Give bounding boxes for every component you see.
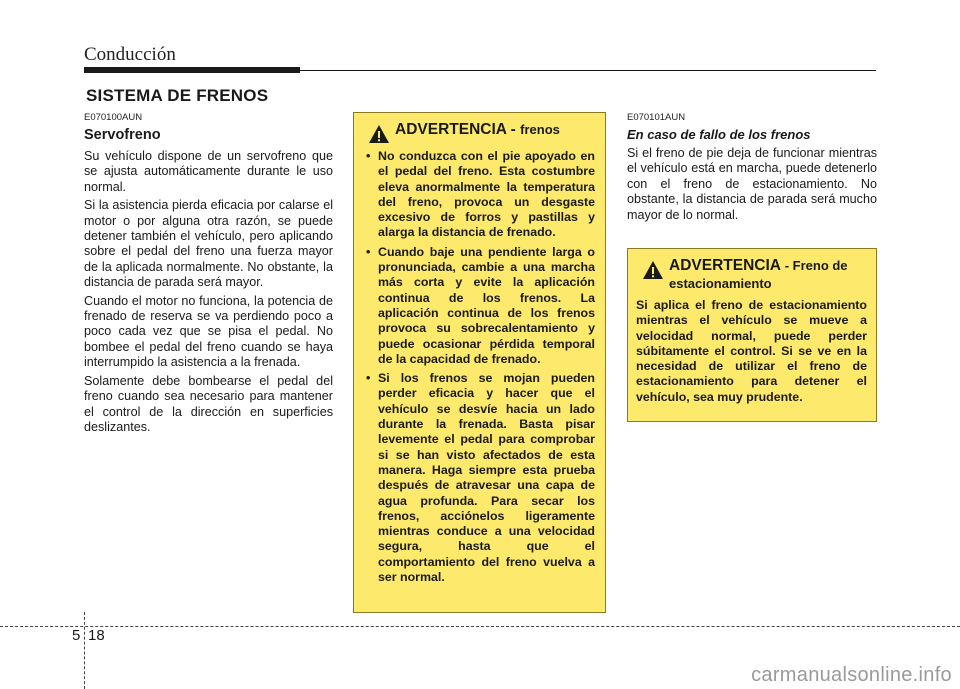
warning-title-sub: frenos [520,122,560,137]
servofreno-heading: Servofreno [84,127,161,143]
warning-box-brakes [353,112,606,613]
warning-title [395,121,560,139]
warning-list [362,149,595,585]
chapter-title: Conducción [84,44,176,65]
watermark: carmanualsonline.info [751,664,952,686]
brake-failure-heading: En caso de fallo de los frenos [627,127,811,142]
warning-item: • No conduzca con el pie apoyado en el pedal del freno. Esta costumbre eleva anormalmente la temperatura del freno, provoca un desgaste excesivo de forros y pastillas y alarga la distancia de frenado. [362,149,595,241]
warning-title-main: ADVERTENCIA [669,257,781,274]
paragraph: Cuando el motor no funciona, la potencia de frenado de reserva se va perdiendo poco a poco cada vez que se pisa el pedal. No bombee el pedal del freno cuando se haya interrumpido la asistencia a la frenada. [84,293,333,370]
section-code: E070100AUN [84,112,143,123]
header-rule [300,70,876,71]
section-title: SISTEMA DE FRENOS [86,86,269,105]
paragraph: Si la asistencia pierda eficacia por calarse el motor o por alguna otra razón, se puede detener también el vehículo, pero aplicando sobre el pedal del freno una fuerza mayor de la aplicada normalmente. No obstante, la distancia de parada será mayor. [84,198,333,290]
warning-title-main: ADVERTENCIA - [395,121,516,138]
page-chapter-number: 5 [72,627,81,644]
paragraph: Si el freno de pie deja de funcionar mientras el vehículo está en marcha, puede detenerlo con el freno de estacionamiento. No obstante, la distancia de parada será mucho mayor de lo normal. [627,146,877,222]
warning-header [636,257,867,293]
warning-title-sub: - Freno de estacionamiento [669,258,848,291]
warning-triangle-icon [642,260,664,280]
warning-title [669,257,867,293]
brake-failure-column [627,112,877,226]
page-number: 18 [88,627,105,644]
servofreno-column [84,112,333,438]
warning-box-parking-brake [627,248,877,422]
warning-item: • Si los frenos se mojan pueden perder eficacia y hacer que el vehículo se desvíe hacia un lado durante la frenada. Basta pisar levemente el pedal para comprobar si se han visto afectados de esta manera. Haga siempre esta prueba después de atravesar una capa de agua profunda. Para secar los frenos, acciónelos ligeramente mientras conduce a una velocidad segura, hasta que el comportamiento del freno vuelva a ser normal. [362,371,595,585]
warning-triangle-icon [368,124,390,144]
section-code: E070101AUN [627,112,686,123]
paragraph: Su vehículo dispone de un servofreno que se ajusta automáticamente durante le uso normal. [84,149,333,194]
header-bar [84,67,300,73]
warning-text: Si aplica el freno de estacionamiento mientras el vehículo se mueve a velocidad normal, puede perder súbitamente el control. Si se ve en la necesidad de utilizar el freno de estacionamiento para detener el vehículo, sea muy prudente. [636,298,867,404]
warning-header [362,121,595,144]
warning-item: • Cuando baje una pendiente larga o pronunciada, cambie a una marcha más corta y evite la aplicación continua de los frenos. La aplicación continua de los frenos provoca su sobrecalentamiento y puede ocasionar pérdida temporal de la capacidad de frenado. [362,245,595,367]
footer-divider [84,612,85,689]
paragraph: Solamente debe bombearse el pedal del freno cuando sea necesario para mantener el control de la dirección en superficies deslizantes. [84,373,333,434]
footer-rule [0,626,960,627]
